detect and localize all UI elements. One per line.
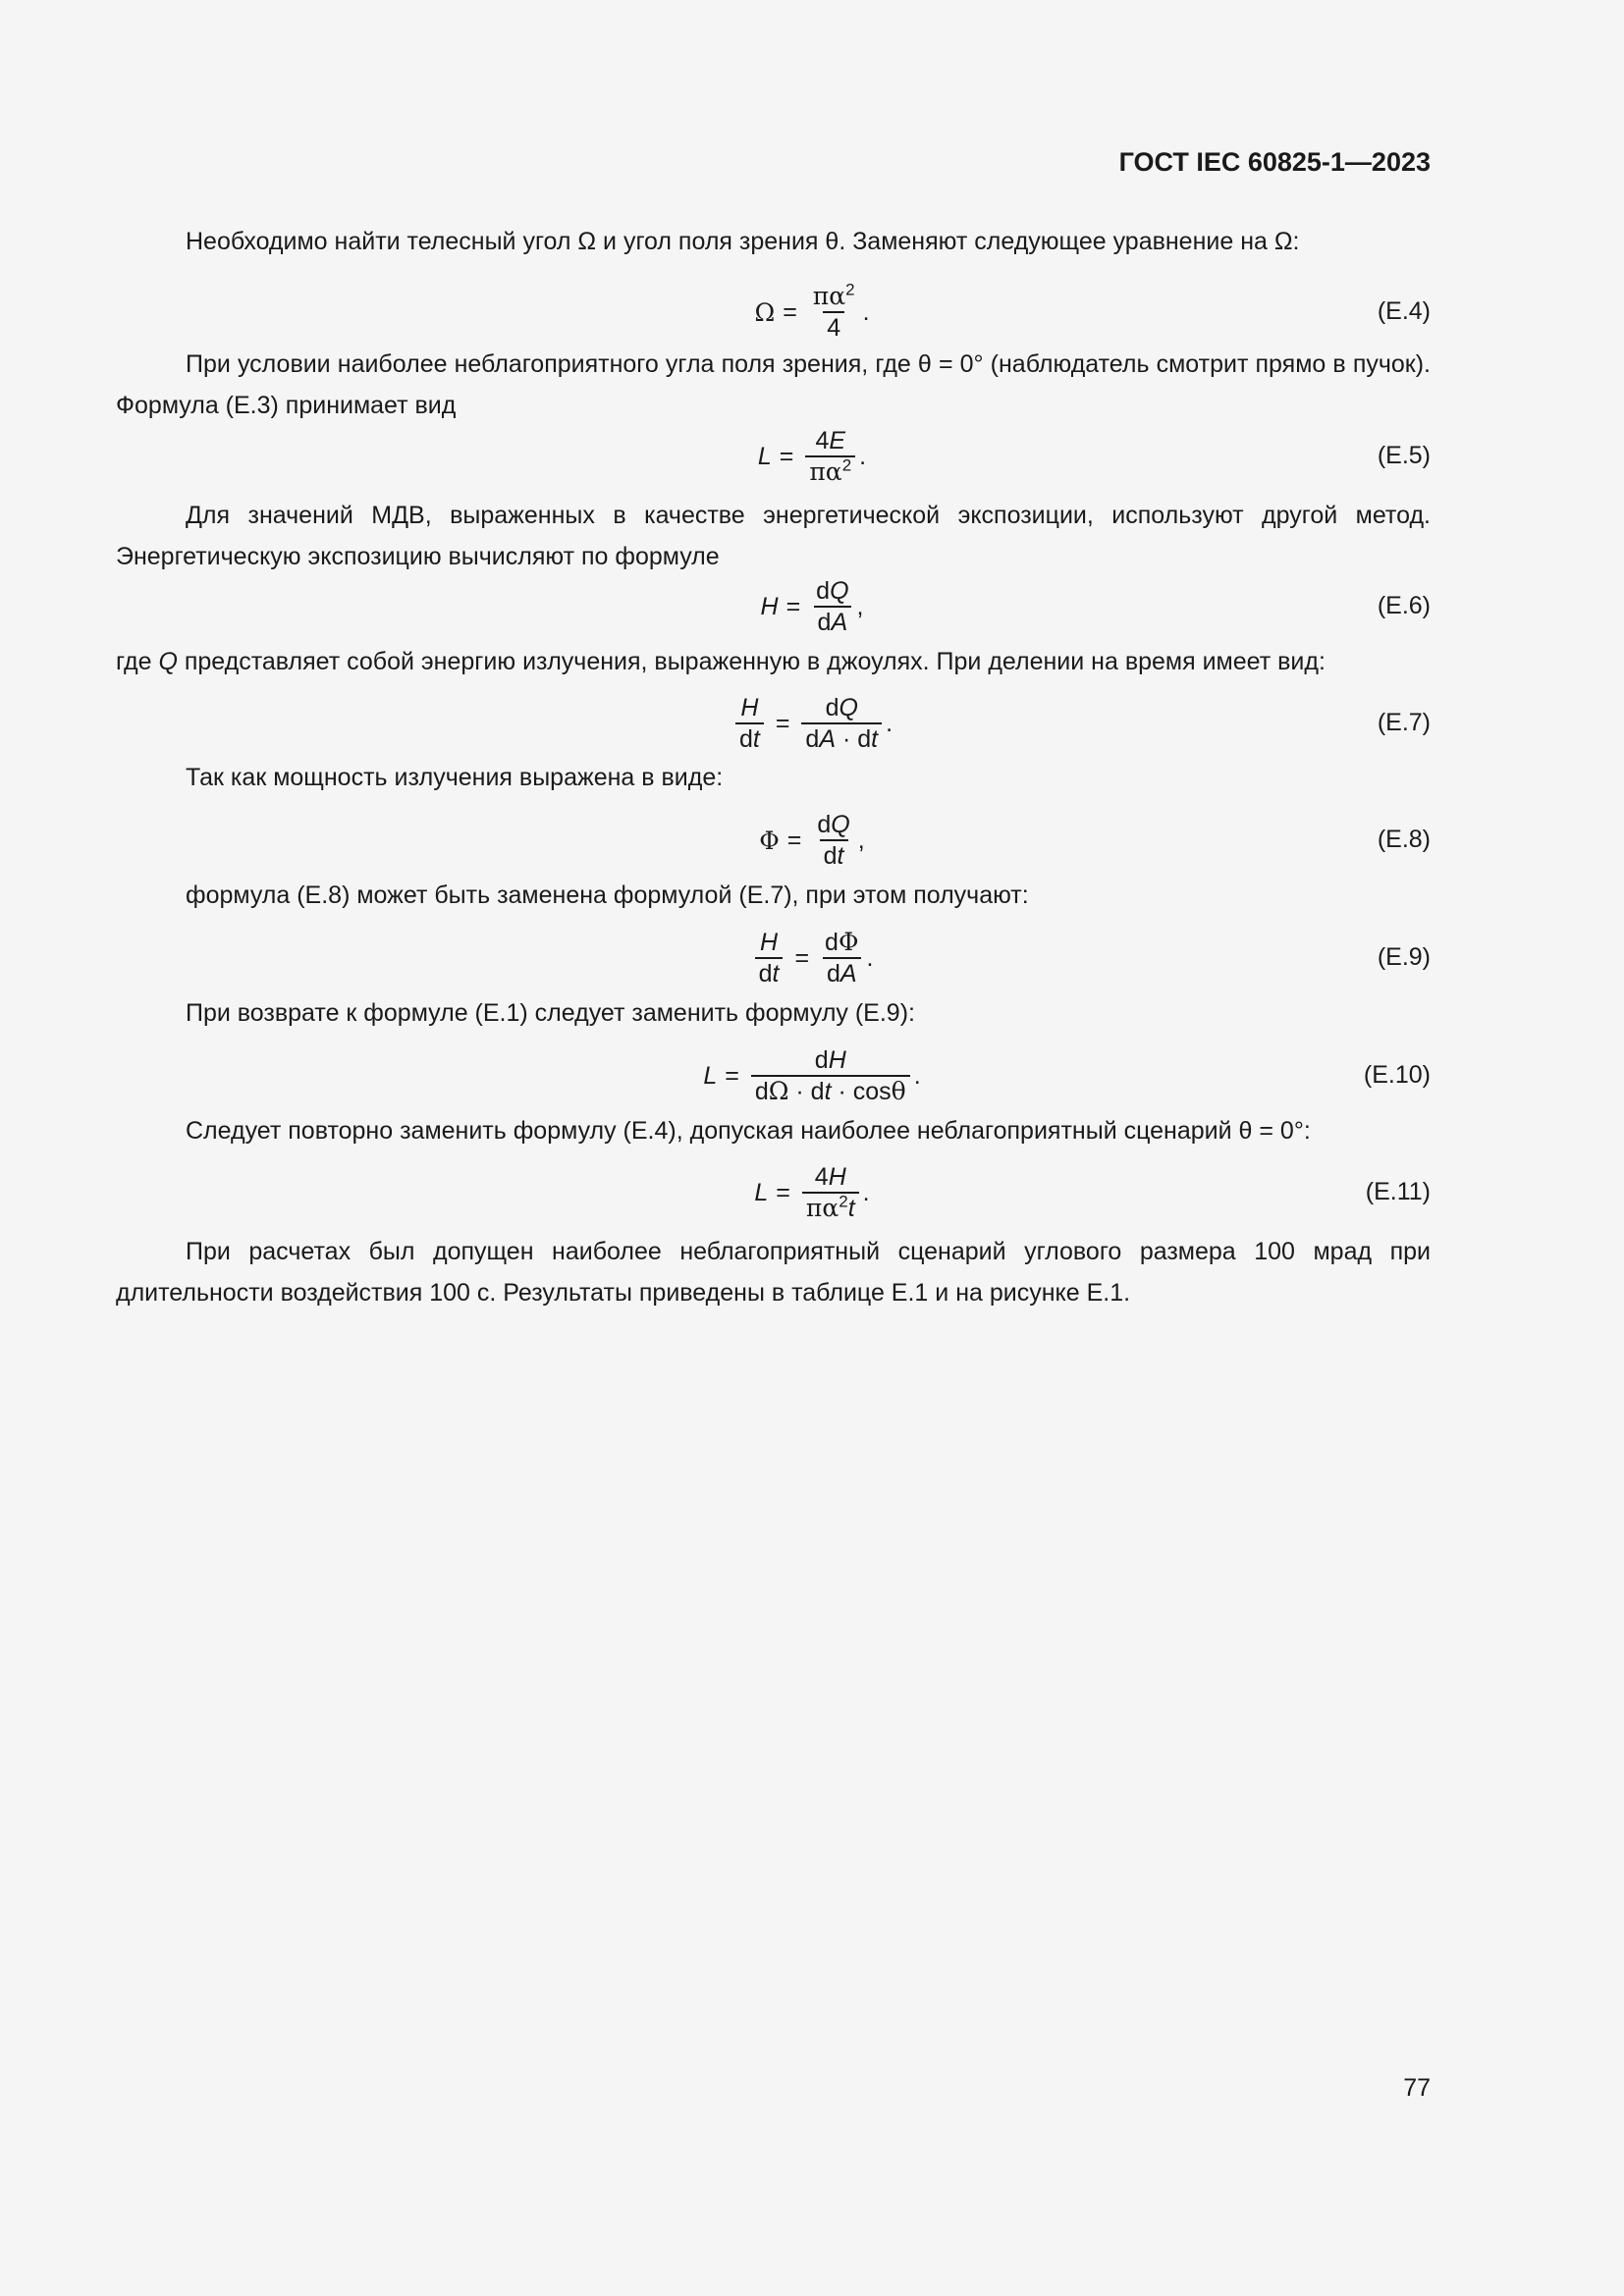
equation-number: (E.7) — [1377, 709, 1431, 736]
equation-e5: L = $\frac{4E}{\pi\alpha^2}$ . (E.5) — [757, 427, 1431, 486]
paragraph: Следует повторно заменить формулу (E.4), допуская наиболее неблагоприятный сценарий θ = 0°: — [186, 1117, 1311, 1145]
equation-number: (E.4) — [1377, 297, 1431, 325]
paragraph: При возврате к формуле (E.1) следует заменить формулу (E.9): — [186, 999, 915, 1027]
paragraph: Для значений МДВ, выраженных в качестве энергетической экспозиции, используют другой метод. Энергетическую экспозицию вычисляют по формуле — [116, 502, 1431, 570]
equation-e7: $\frac{H}{dt}$ = $\frac{dQ}{dA \cdot dt}$ . (E.7) — [0, 689, 1624, 758]
paragraph: Необходимо найти телесный угол Ω и угол поля зрения θ. Заменяют следующее уравнение на Ω: — [186, 228, 1300, 255]
equation-number: (E.9) — [1377, 943, 1431, 971]
paragraph: где Q представляет собой энергию излучения, выраженную в джоулях. При делении на время имеет вид: — [116, 648, 1326, 675]
equation-e9: $\frac{H}{dt}$ = $\frac{d\Phi}{dA}$ . (E.9) — [0, 924, 1624, 992]
equation-number: (E.10) — [1363, 1061, 1431, 1089]
equation-e8: Φ = $\frac{dQ}{dt}$ , (E.8) — [759, 811, 1431, 870]
equation-number: (E.6) — [1377, 592, 1431, 619]
document-header: ГОСТ IEC 60825-1—2023 — [1118, 147, 1431, 177]
equation-e6: H = $\frac{dQ}{dA}$ , (E.6) — [760, 577, 1431, 636]
equation-number: (E.11) — [1365, 1178, 1431, 1205]
equation-e10: L = $\frac{dH}{d\Omega \cdot dt \cdot \cos\theta}$ . (E.10) — [703, 1046, 1431, 1105]
equation-number: (E.8) — [1377, 826, 1431, 853]
paragraph: формула (E.8) может быть заменена формулой (E.7), при этом получают: — [186, 881, 1029, 909]
page-number: 77 — [1403, 2074, 1431, 2102]
equation-e11: L = $\frac{4H}{\pi\alpha^2t}$ . (E.11) — [754, 1163, 1431, 1222]
equation-e4: Ω = $\frac{\pi\alpha^2}{4}$ . (E.4) — [754, 280, 1431, 342]
equation-number: (E.5) — [1377, 442, 1431, 469]
paragraph: При условии наиболее неблагоприятного угла поля зрения, где θ = 0° (наблюдатель смотрит прямо в пучок). Формула (E.3) принимает вид — [116, 350, 1431, 419]
paragraph: Так как мощность излучения выражена в виде: — [186, 764, 724, 791]
paragraph: При расчетах был допущен наиболее неблагоприятный сценарий углового размера 100 мрад при длительности воздействия 100 с. Результаты приведены в таблице E.1 и на рисунке E.1. — [116, 1238, 1431, 1307]
